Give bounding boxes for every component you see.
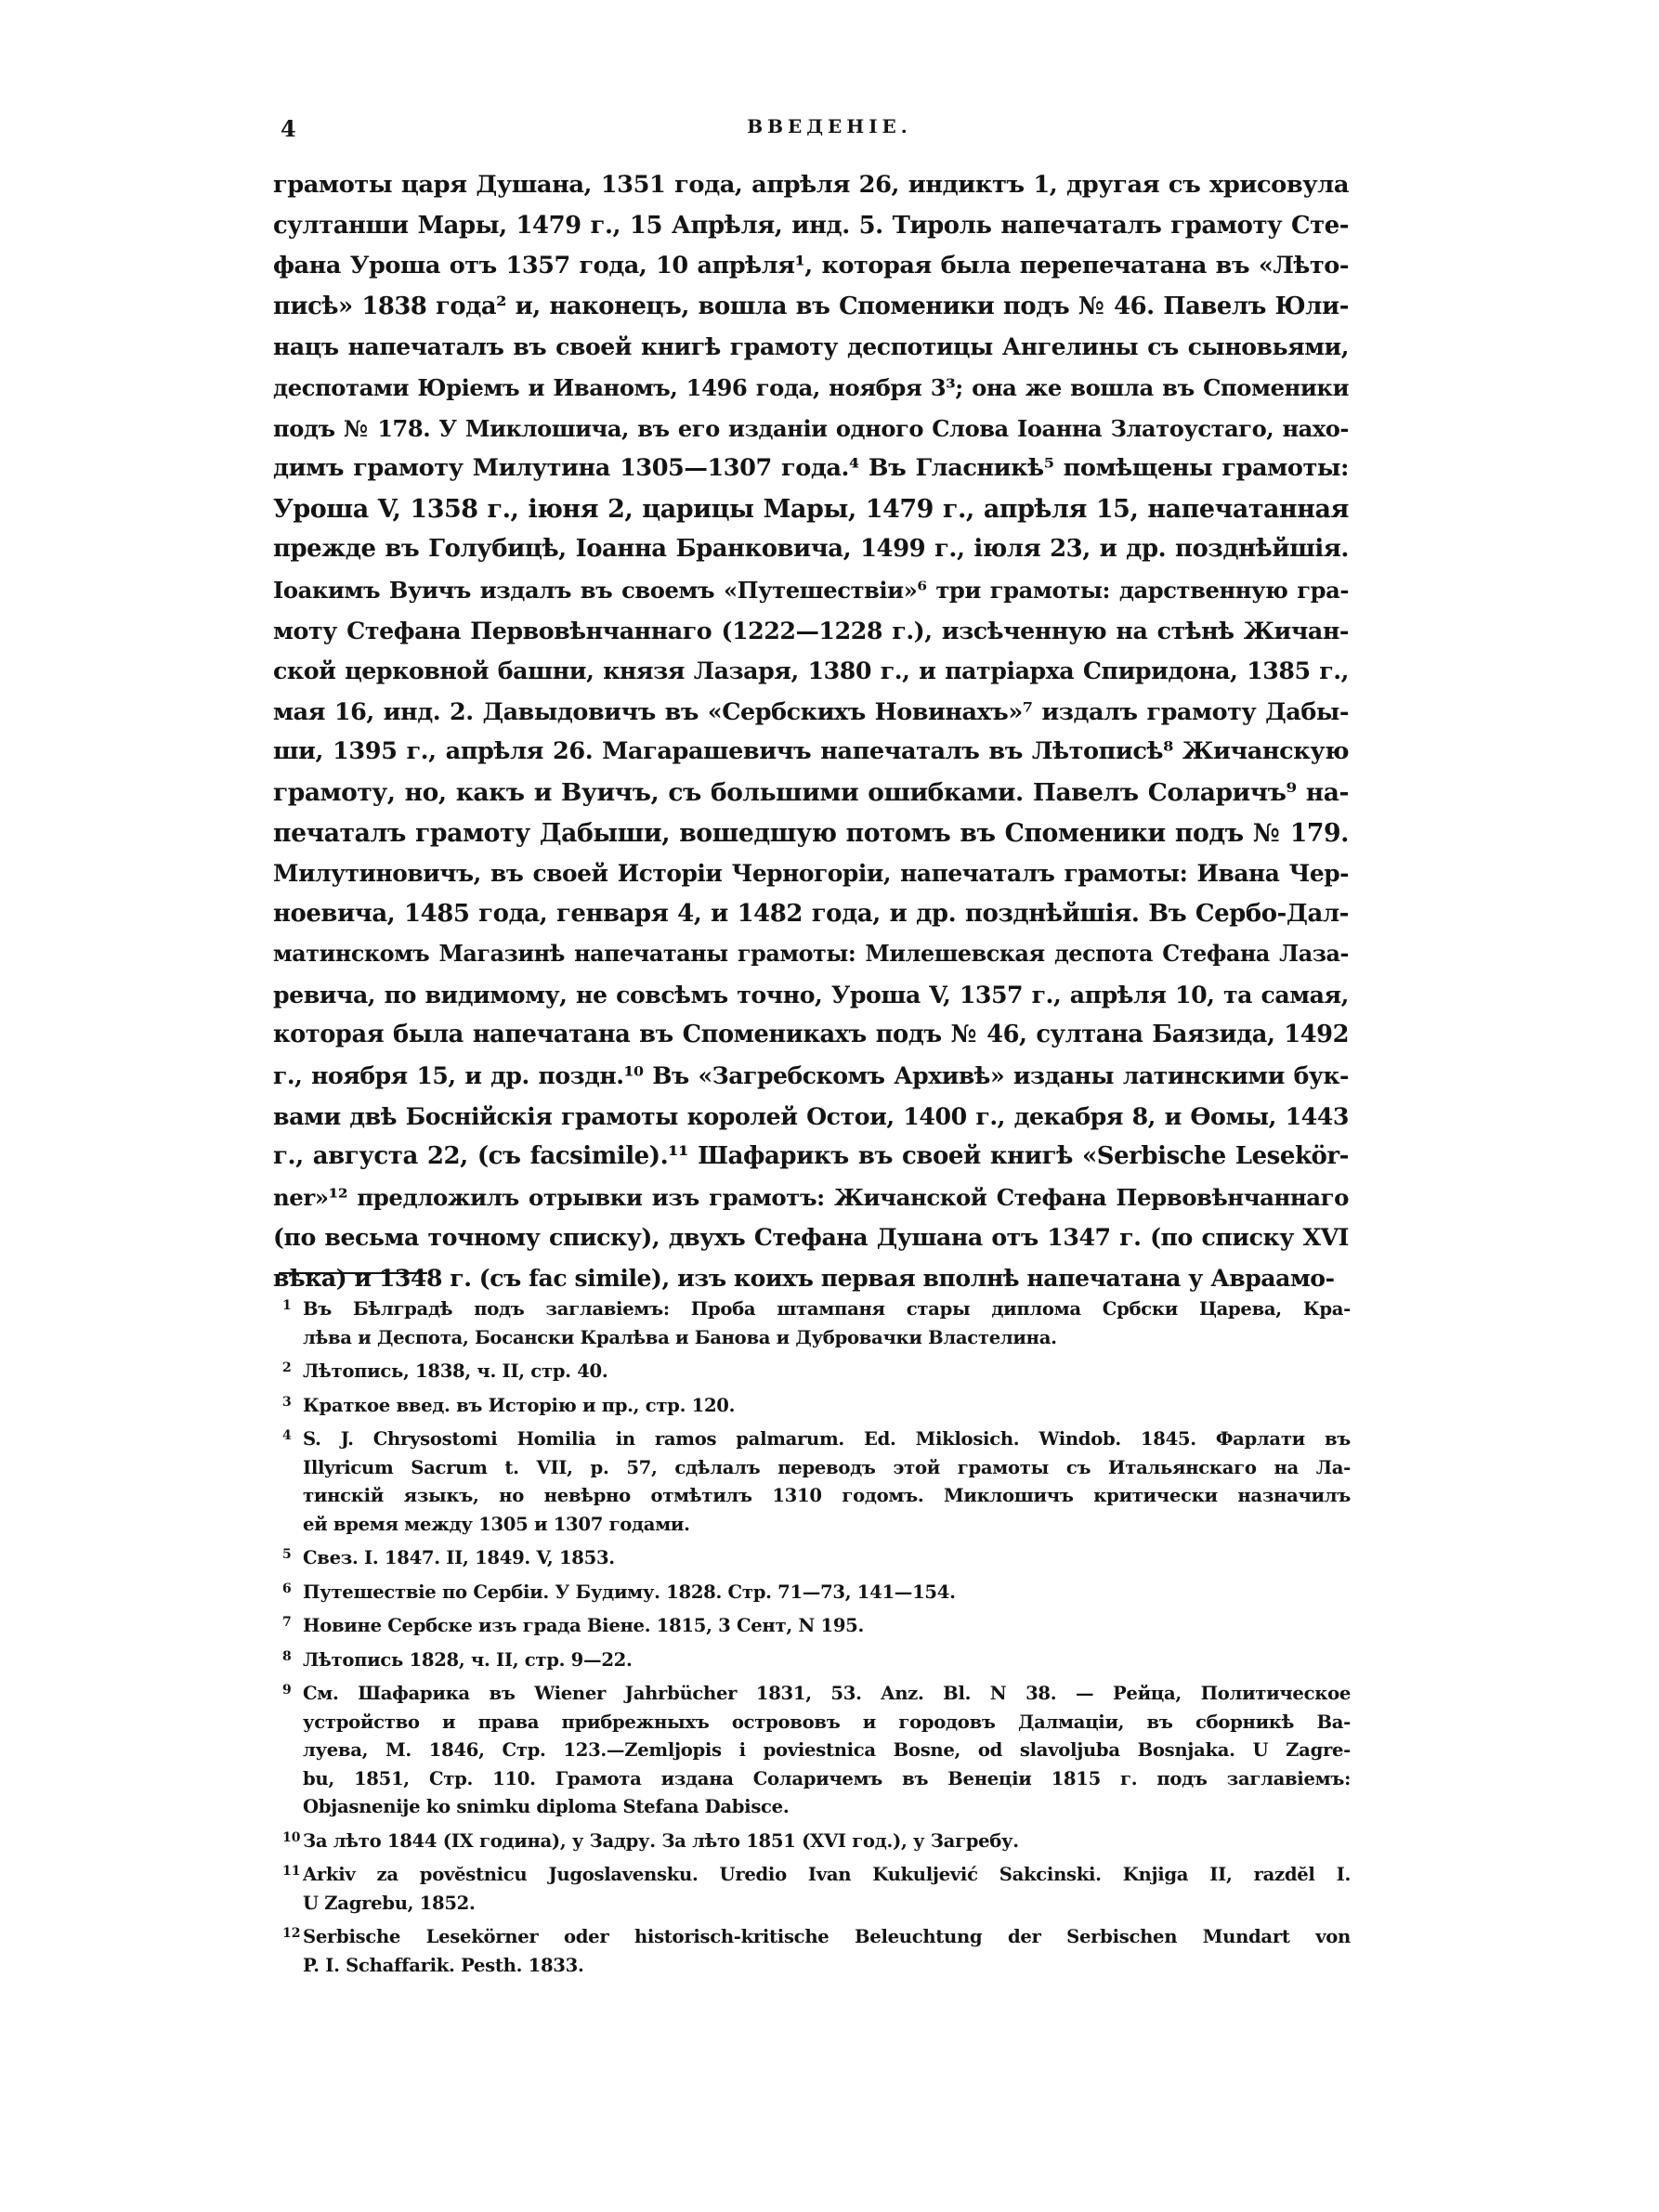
footnote [282,1425,1351,1539]
footnote-text-line: Свез. I. 1847. II, 1849. V, 1853. [303,1547,615,1568]
main-text [273,165,1349,1299]
footnote-text-line: Лѣтопись 1828, ч. II, стр. 9—22. [303,1648,633,1671]
footnote [282,1680,1351,1822]
footnote-number: 10 [282,1829,301,1845]
footnote-text-line: Лѣтопись, 1838, ч. II, стр. 40. [303,1360,608,1382]
footnote-text-line: ей время между 1305 и 1307 годами. [303,1513,690,1535]
footnote-separator [279,1272,427,1274]
body-text-line: мая 16, инд. 2. Давыдовичъ въ «Сербскихъ Новинахъ»⁷ издалъ грамоту Дабы- [273,696,1349,725]
footnote-number: 7 [282,1615,292,1630]
body-text-line: султанши Мары, 1479 г., 15 Апрѣля, инд. 5. Тироль напечаталъ грамоту Сте- [273,211,1349,240]
body-text-line: ner»¹² предложилъ отрывки изъ грамотъ: Жичанской Стефана Первовѣнчаннаго [273,1183,1349,1211]
body-text-line: писѣ» 1838 года² и, наконецъ, вошла въ Споменики подъ № 46. Павелъ Юли- [273,292,1349,320]
body-text-line: вѣка) и 1348 г. (съ fac simile), изъ коихъ первая вполнѣ напечатана у Авраамо- [273,1264,1335,1293]
body-text-line: грамоту, но, какъ и Вуичъ, съ большими ошибками. Павелъ Соларичъ⁹ на- [273,777,1349,807]
footnote [282,1579,1351,1607]
footnote-text-line: P. I. Schaffarik. Pesth. 1833. [303,1954,584,1976]
footnote-text-line: луева, М. 1846, Стр. 123.—Zemljopis i poviestnica Bosne, od slavoljuba Bosnjaka. U Zagre- [303,1739,1351,1761]
footnote-number: 9 [282,1683,292,1698]
footnote-text-line: За лѣто 1844 (IX година), у Задру. За лѣто 1851 (XVI год.), у Загребу. [303,1829,1019,1852]
footnote-text-line: Arkiv za povĕstnicu Jugoslavensku. Uredio Ivan Kukuljević Sakcinski. Knjiga II, razdĕl I. [303,1864,1351,1885]
body-text-line: г., ноября 15, и др. поздн.¹⁰ Въ «Загребскомъ Архивѣ» изданы латинскими бук- [273,1061,1349,1090]
footnote [282,1295,1351,1352]
footnote-text-line: лѣва и Деспота, Босански Кралѣва и Банова и Дубровачки Властелина. [303,1326,1057,1348]
body-text-line: димъ грамоту Милутина 1305—1307 года.⁴ Въ Гласникѣ⁵ помѣщены грамоты: [273,454,1349,483]
footnote-number: 6 [282,1581,292,1596]
footnote-text-line: Objasnenije ko snimku diploma Stefana Dabisce. [303,1796,790,1817]
footnote-text-line: Краткое введ. въ Исторію и пр., стр. 120. [303,1394,736,1416]
body-text-line: (по весьма точному списку), двухъ Стефана Душана отъ 1347 г. (по списку XVI [273,1223,1349,1252]
body-text-line: деспотами Юріемъ и Иваномъ, 1496 года, ноября 3³; она же вошла въ Споменики [273,373,1349,401]
footnote-number: 3 [282,1394,292,1410]
body-text-line: грамоты царя Душана, 1351 года, апрѣля 26, индиктъ 1, другая съ хрисовула [273,171,1349,199]
footnote-number: 4 [282,1428,292,1443]
footnote-number: 1 [282,1298,292,1313]
body-text-line: подъ № 178. У Миклошича, въ его изданіи одного Слова Іоанна Златоустаго, нахо- [273,414,1349,442]
footnote [282,1544,1351,1573]
footnote-text-line: S. J. Chrysostomi Homilia in ramos palmarum. Ed. Miklosich. Windob. 1845. Фарлати въ [303,1428,1351,1450]
body-text-line: печаталъ грамоту Дабыши, вошедшую потомъ въ Споменики подъ № 179. [273,818,1349,848]
footnote-text-line: bu, 1851, Стр. 110. Грамота издана Соларичемъ въ Венеціи 1815 г. подъ заглавіемъ: [303,1767,1351,1789]
footnote [282,1612,1351,1641]
body-text-line: ноевича, 1485 года, генваря 4, и 1482 года, и др. позднѣйшія. Въ Сербо-Дал- [273,899,1349,928]
body-text-line: фана Уроша отъ 1357 года, 10 апрѣля¹, которая была перепечатана въ «Лѣто- [273,252,1349,280]
body-text-line: ши, 1395 г., апрѣля 26. Магарашевичъ напечаталъ въ Лѣтописѣ⁸ Жичанскую [273,737,1349,766]
footnote-text-line: тинскій языкъ, но невѣрно отмѣтилъ 1310 годомъ. Миклошичъ критически назначилъ [303,1485,1351,1506]
body-text-line: ской церковной башни, князя Лазаря, 1380 г., и патріарха Спиридона, 1385 г., [273,657,1349,685]
footnote [282,1828,1351,1856]
footnote-text-line: Путешествіе по Сербіи. У Будиму. 1828. Стр. 71—73, 141—154. [303,1581,956,1603]
running-title: ВВЕДЕНІЕ. [747,115,912,137]
body-text-line: г., августа 22, (съ facsimile).¹¹ Шафарикъ въ своей книгѣ «Serbische Lesekör- [273,1142,1349,1171]
body-text-line: которая была напечатана въ Споменикахъ подъ № 46, султана Баязида, 1492 [273,1021,1349,1049]
footnote-text-line: Въ Бѣлградѣ подъ заглавіемъ: Проба штампаня стары диплома Србски Царева, Кра- [303,1298,1351,1320]
footnote-text-line: См. Шафарика въ Wiener Jahrbücher 1831, 53. Anz. Bl. N 38. — Рейца, Политическое [303,1683,1351,1704]
body-text-line: ревича, по видимому, не совсѣмъ точно, Уроша V, 1357 г., апрѣля 10, та самая, [273,980,1349,1008]
footnote-text-line: устройство и права прибрежныхъ острововъ и городовъ Далмаціи, въ сборникѣ Ва- [303,1711,1351,1733]
footnote-number: 12 [282,1926,301,1941]
footnote-text-line: Новине Сербске изъ града Віене. 1815, 3 Сент, N 195. [303,1615,865,1636]
footnote-number: 5 [282,1547,292,1562]
body-text-line: Уроша V, 1358 г., іюня 2, царицы Мары, 1479 г., апрѣля 15, напечатанная [273,494,1349,524]
body-text-line: вами двѣ Боснійскія грамоты королей Остои, 1400 г., декабря 8, и Ѳомы, 1443 [273,1101,1349,1130]
body-text-line: прежде въ Голубицѣ, Іоанна Бранковича, 1499 г., іюля 23, и др. позднѣйшія. [273,535,1349,564]
footnote [282,1646,1351,1675]
body-text-line: нацъ напечаталъ въ своей книгѣ грамоту деспотицы Ангелины съ сыновьями, [273,332,1349,361]
footnote-text-line: Illyricum Sacrum t. VII, p. 57, сдѣлалъ переводъ этой грамоты съ Итальянскаго на Ла- [303,1456,1351,1478]
footnote-text-line: Serbische Lesekörner oder historisch-kritische Beleuchtung der Serbischen Mundart von [303,1926,1351,1947]
footnote-number: 11 [282,1864,301,1879]
footnote [282,1358,1351,1386]
body-text-line: моту Стефана Первовѣнчаннаго (1222—1228 г.), изсѣченную на стѣнѣ Жичан- [273,616,1349,644]
footnote-number: 2 [282,1360,292,1375]
footnote [282,1923,1351,1980]
footnote [282,1861,1351,1918]
footnote-number: 8 [282,1648,292,1664]
body-text-line: Милутиновичъ, въ своей Исторіи Черногоріи, напечаталъ грамоты: Ивана Чер- [273,860,1349,888]
footnotes [282,1295,1351,1985]
page-number: 4 [281,115,296,142]
footnote-text-line: U Zagrebu, 1852. [303,1892,476,1914]
body-text-line: матинскомъ Магазинѣ напечатаны грамоты: Милешевская деспота Стефана Лаза- [273,941,1349,968]
footnote [282,1392,1351,1421]
body-text-line: Іоакимъ Вуичъ издалъ въ своемъ «Путешествіи»⁶ три грамоты: дарственную гра- [273,576,1349,604]
